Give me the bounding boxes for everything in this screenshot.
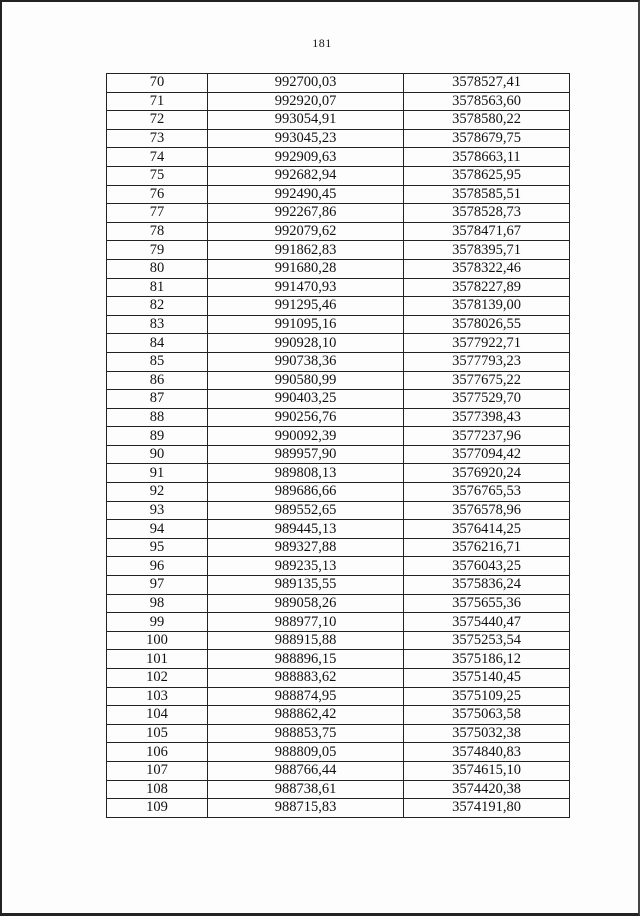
point-number-cell: 82 [107,297,208,316]
x-coordinate-cell: 989445,13 [208,520,404,539]
x-coordinate-cell: 990580,99 [208,371,404,390]
point-number-cell: 81 [107,278,208,297]
table-row [107,408,570,427]
x-coordinate-cell: 988896,15 [208,650,404,669]
y-coordinate-cell: 3578585,51 [404,185,570,204]
y-coordinate-cell: 3578471,67 [404,222,570,241]
x-coordinate-cell: 988883,62 [208,669,404,688]
x-coordinate-cell: 992682,94 [208,166,404,185]
point-number-cell: 103 [107,687,208,706]
coordinates-table [106,73,570,818]
table-row [107,483,570,502]
table-row [107,669,570,688]
table-row [107,594,570,613]
table-row [107,501,570,520]
y-coordinate-cell: 3575836,24 [404,576,570,595]
point-number-cell: 94 [107,520,208,539]
y-coordinate-cell: 3576216,71 [404,538,570,557]
x-coordinate-cell: 988915,88 [208,631,404,650]
x-coordinate-cell: 993045,23 [208,129,404,148]
y-coordinate-cell: 3578563,60 [404,92,570,111]
table-row [107,427,570,446]
table-row [107,185,570,204]
table-row [107,613,570,632]
table-row [107,650,570,669]
point-number-cell: 79 [107,241,208,260]
table-row [107,315,570,334]
y-coordinate-cell: 3577529,70 [404,390,570,409]
y-coordinate-cell: 3578227,89 [404,278,570,297]
point-number-cell: 100 [107,631,208,650]
x-coordinate-cell: 990403,25 [208,390,404,409]
table-row [107,241,570,260]
table-row [107,464,570,483]
table-row [107,74,570,93]
y-coordinate-cell: 3578625,95 [404,166,570,185]
point-number-cell: 104 [107,706,208,725]
point-number-cell: 98 [107,594,208,613]
x-coordinate-cell: 989058,26 [208,594,404,613]
y-coordinate-cell: 3576920,24 [404,464,570,483]
y-coordinate-cell: 3577094,42 [404,445,570,464]
y-coordinate-cell: 3575253,54 [404,631,570,650]
coordinates-table-body [107,74,570,818]
point-number-cell: 105 [107,724,208,743]
table-row [107,724,570,743]
x-coordinate-cell: 992909,63 [208,148,404,167]
table-row [107,631,570,650]
table-row [107,687,570,706]
table-row [107,111,570,130]
x-coordinate-cell: 992490,45 [208,185,404,204]
point-number-cell: 86 [107,371,208,390]
point-number-cell: 102 [107,669,208,688]
table-row [107,259,570,278]
y-coordinate-cell: 3577398,43 [404,408,570,427]
point-number-cell: 106 [107,743,208,762]
y-coordinate-cell: 3578139,00 [404,297,570,316]
y-coordinate-cell: 3574420,38 [404,780,570,799]
table-row [107,520,570,539]
point-number-cell: 108 [107,780,208,799]
table-row [107,390,570,409]
y-coordinate-cell: 3578663,11 [404,148,570,167]
point-number-cell: 73 [107,129,208,148]
point-number-cell: 75 [107,166,208,185]
table-row [107,445,570,464]
y-coordinate-cell: 3575440,47 [404,613,570,632]
y-coordinate-cell: 3575655,36 [404,594,570,613]
point-number-cell: 72 [107,111,208,130]
y-coordinate-cell: 3578679,75 [404,129,570,148]
x-coordinate-cell: 989135,55 [208,576,404,595]
x-coordinate-cell: 988862,42 [208,706,404,725]
point-number-cell: 70 [107,74,208,93]
x-coordinate-cell: 988715,83 [208,799,404,818]
x-coordinate-cell: 992267,86 [208,204,404,223]
y-coordinate-cell: 3577675,22 [404,371,570,390]
x-coordinate-cell: 991680,28 [208,259,404,278]
point-number-cell: 76 [107,185,208,204]
table-row [107,799,570,818]
y-coordinate-cell: 3576043,25 [404,557,570,576]
x-coordinate-cell: 992700,03 [208,74,404,93]
x-coordinate-cell: 988977,10 [208,613,404,632]
point-number-cell: 95 [107,538,208,557]
table-row [107,538,570,557]
y-coordinate-cell: 3578395,71 [404,241,570,260]
y-coordinate-cell: 3575032,38 [404,724,570,743]
table-row [107,278,570,297]
x-coordinate-cell: 991095,16 [208,315,404,334]
x-coordinate-cell: 989686,66 [208,483,404,502]
point-number-cell: 74 [107,148,208,167]
point-number-cell: 96 [107,557,208,576]
y-coordinate-cell: 3574615,10 [404,761,570,780]
y-coordinate-cell: 3578322,46 [404,259,570,278]
table-row [107,222,570,241]
point-number-cell: 87 [107,390,208,409]
y-coordinate-cell: 3576578,96 [404,501,570,520]
x-coordinate-cell: 991295,46 [208,297,404,316]
point-number-cell: 71 [107,92,208,111]
y-coordinate-cell: 3578527,41 [404,74,570,93]
x-coordinate-cell: 989552,65 [208,501,404,520]
x-coordinate-cell: 990092,39 [208,427,404,446]
table-row [107,92,570,111]
y-coordinate-cell: 3576765,53 [404,483,570,502]
y-coordinate-cell: 3574191,80 [404,799,570,818]
point-number-cell: 80 [107,259,208,278]
point-number-cell: 83 [107,315,208,334]
x-coordinate-cell: 988766,44 [208,761,404,780]
point-number-cell: 101 [107,650,208,669]
point-number-cell: 107 [107,761,208,780]
x-coordinate-cell: 989957,90 [208,445,404,464]
table-row [107,204,570,223]
x-coordinate-cell: 989808,13 [208,464,404,483]
y-coordinate-cell: 3575109,25 [404,687,570,706]
table-row [107,743,570,762]
table-row [107,334,570,353]
x-coordinate-cell: 993054,91 [208,111,404,130]
point-number-cell: 78 [107,222,208,241]
y-coordinate-cell: 3578580,22 [404,111,570,130]
point-number-cell: 77 [107,204,208,223]
y-coordinate-cell: 3578528,73 [404,204,570,223]
y-coordinate-cell: 3577237,96 [404,427,570,446]
x-coordinate-cell: 988809,05 [208,743,404,762]
x-coordinate-cell: 988874,95 [208,687,404,706]
page-number: 181 [312,36,332,50]
x-coordinate-cell: 989235,13 [208,557,404,576]
table-row [107,576,570,595]
point-number-cell: 93 [107,501,208,520]
table-row [107,129,570,148]
x-coordinate-cell: 988738,61 [208,780,404,799]
x-coordinate-cell: 991470,93 [208,278,404,297]
table-row [107,297,570,316]
x-coordinate-cell: 990738,36 [208,352,404,371]
table-row [107,148,570,167]
x-coordinate-cell: 990928,10 [208,334,404,353]
table-row [107,166,570,185]
point-number-cell: 92 [107,483,208,502]
y-coordinate-cell: 3576414,25 [404,520,570,539]
table-row [107,352,570,371]
x-coordinate-cell: 990256,76 [208,408,404,427]
y-coordinate-cell: 3575140,45 [404,669,570,688]
point-number-cell: 91 [107,464,208,483]
y-coordinate-cell: 3578026,55 [404,315,570,334]
x-coordinate-cell: 992920,07 [208,92,404,111]
x-coordinate-cell: 991862,83 [208,241,404,260]
x-coordinate-cell: 992079,62 [208,222,404,241]
table-row [107,780,570,799]
point-number-cell: 88 [107,408,208,427]
point-number-cell: 85 [107,352,208,371]
y-coordinate-cell: 3577793,23 [404,352,570,371]
y-coordinate-cell: 3575186,12 [404,650,570,669]
y-coordinate-cell: 3575063,58 [404,706,570,725]
table-row [107,706,570,725]
table-row [107,557,570,576]
table-row [107,761,570,780]
point-number-cell: 90 [107,445,208,464]
x-coordinate-cell: 988853,75 [208,724,404,743]
point-number-cell: 84 [107,334,208,353]
point-number-cell: 109 [107,799,208,818]
table-row [107,371,570,390]
y-coordinate-cell: 3577922,71 [404,334,570,353]
point-number-cell: 97 [107,576,208,595]
point-number-cell: 89 [107,427,208,446]
point-number-cell: 99 [107,613,208,632]
y-coordinate-cell: 3574840,83 [404,743,570,762]
x-coordinate-cell: 989327,88 [208,538,404,557]
